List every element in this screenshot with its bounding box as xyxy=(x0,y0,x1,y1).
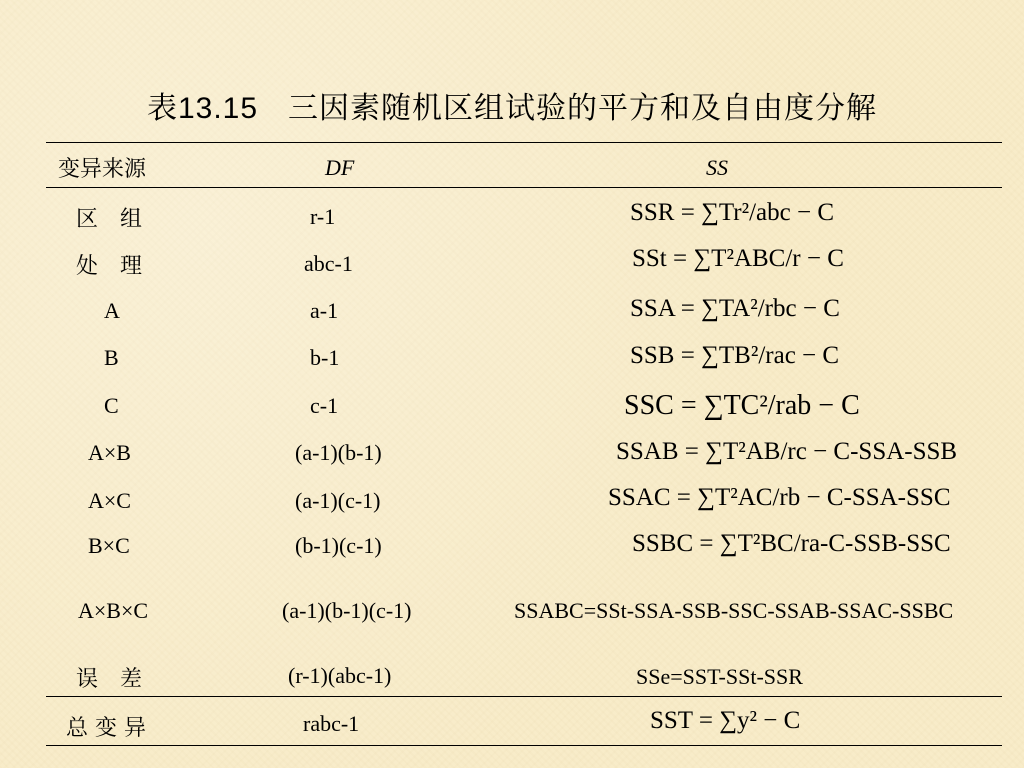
header-ss: SS xyxy=(706,155,728,180)
source-block: 区 组 xyxy=(76,207,143,232)
bottom-rule xyxy=(46,745,1002,746)
ss-error-formula: SSe=SST-SSt-SSR xyxy=(636,664,803,689)
df-treatment: abc-1 xyxy=(304,251,353,276)
source-a-x-b-x-c: A×B×C xyxy=(78,598,149,623)
df-a-x-c: (a-1)(c-1) xyxy=(295,488,381,513)
ss-total-formula: SST = ∑y² − C xyxy=(650,707,801,734)
ss-a-formula: SSA = ∑TA²/rbc − C xyxy=(630,295,840,322)
source-total: 总 变 异 xyxy=(66,716,146,741)
header-source: 变异来源 xyxy=(58,157,147,182)
ss-a-x-b-x-c-formula: SSABC=SSt-SSA-SSB-SSC-SSAB-SSAC-SSBC xyxy=(514,598,954,623)
df-a-x-b: (a-1)(b-1) xyxy=(295,440,382,465)
source-treatment: 处 理 xyxy=(76,254,143,279)
ss-b-x-c-formula: SSBC = ∑T²BC/ra-C-SSB-SSC xyxy=(632,530,951,557)
df-total: rabc-1 xyxy=(303,711,360,736)
source-a: A xyxy=(104,298,120,323)
source-b: B xyxy=(104,345,119,370)
df-b-x-c: (b-1)(c-1) xyxy=(295,533,382,558)
source-a-x-c: A×C xyxy=(88,488,131,513)
header-rule xyxy=(46,187,1002,188)
df-c: c-1 xyxy=(310,393,339,418)
top-rule xyxy=(46,142,1002,143)
source-b-x-c: B×C xyxy=(88,533,130,558)
df-a: a-1 xyxy=(310,298,339,323)
header-df: DF xyxy=(325,155,355,180)
source-c: C xyxy=(104,393,119,418)
df-block: r-1 xyxy=(310,204,336,229)
ss-block-formula: SSR = ∑Tr²/abc − C xyxy=(630,199,835,226)
total-rule xyxy=(46,696,1002,697)
table-title xyxy=(0,83,1024,127)
table-number: 表13.15 xyxy=(146,92,259,125)
table-caption: 三因素随机区组试验的平方和及自由度分解 xyxy=(288,91,878,126)
ss-a-x-b-formula: SSAB = ∑T²AB/rc − C-SSA-SSB xyxy=(616,438,958,465)
ss-a-x-c-formula: SSAC = ∑T²AC/rb − C-SSA-SSC xyxy=(608,484,951,511)
df-error: (r-1)(abc-1) xyxy=(288,663,392,688)
source-error: 误 差 xyxy=(76,667,143,692)
ss-b-formula: SSB = ∑TB²/rac − C xyxy=(630,342,840,369)
source-a-x-b: A×B xyxy=(88,440,131,465)
df-b: b-1 xyxy=(310,345,340,370)
df-a-x-b-x-c: (a-1)(b-1)(c-1) xyxy=(282,598,412,623)
ss-c-formula: SSC = ∑TC²/rab − C xyxy=(624,390,860,421)
ss-treatment-formula: SSt = ∑T²ABC/r − C xyxy=(632,245,844,272)
